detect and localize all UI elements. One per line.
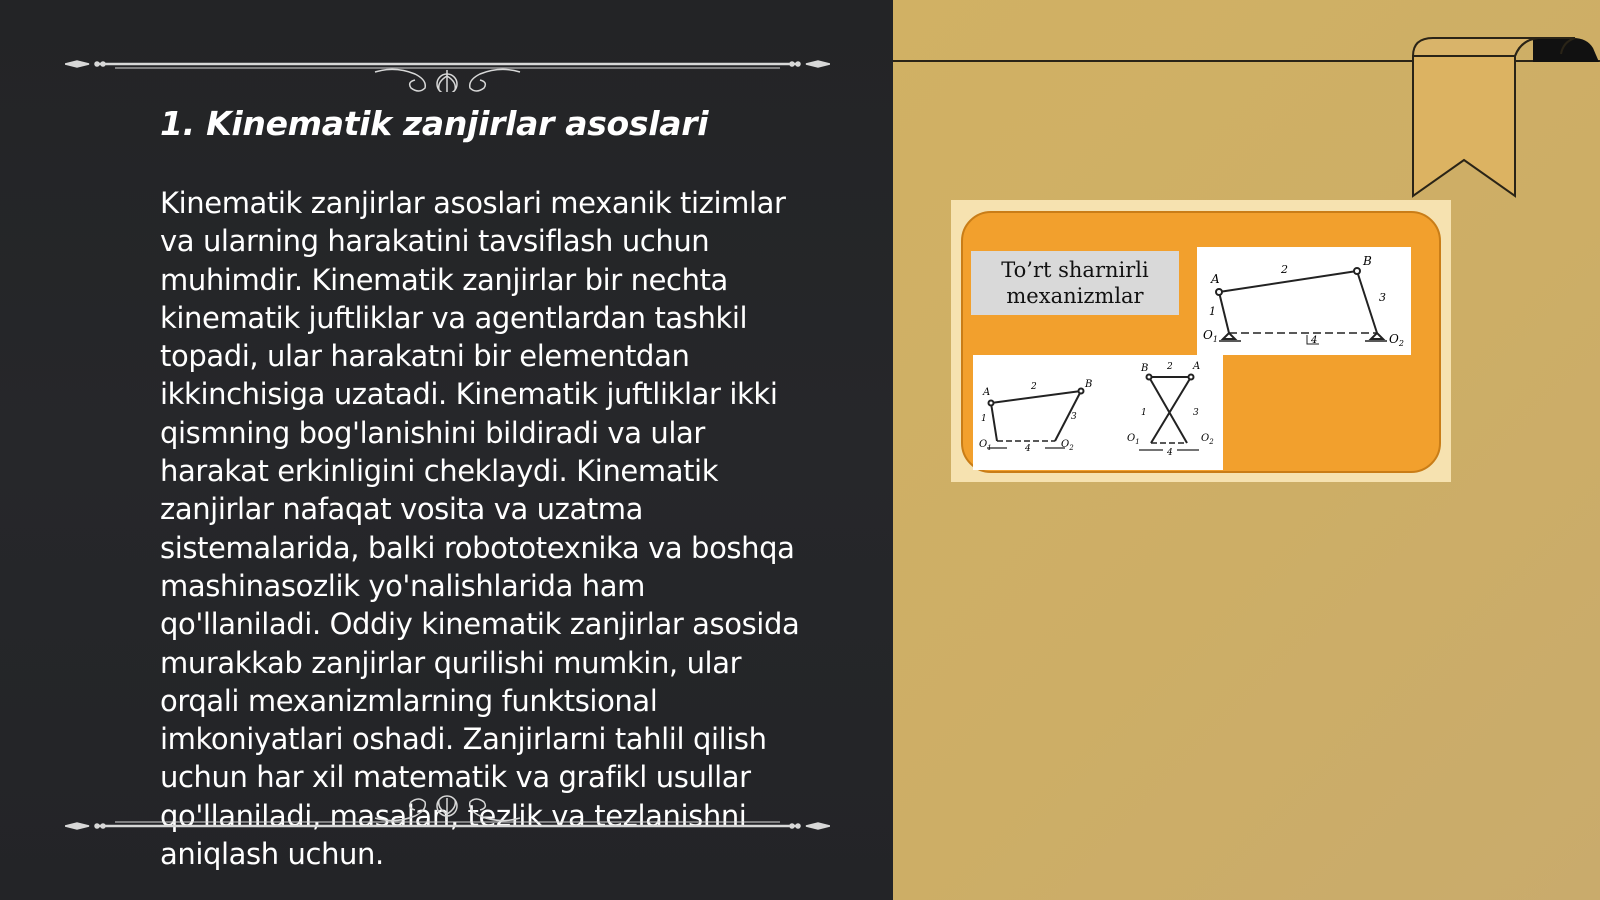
svg-text:O1 — [979, 439, 992, 452]
link-label-2: 2 — [1031, 382, 1037, 392]
body-line: imkoniyatlari oshadi. Zanjirlarni tahlil qilish — [160, 722, 767, 757]
body-line: topadi, ular harakatni bir elementdan — [160, 339, 690, 374]
body-line: va ularning harakatini tavsiflash uchun — [160, 224, 710, 259]
link-label-1: 1 — [981, 414, 987, 424]
body-line: mashinasozlik yo'nalishlarida ham — [160, 568, 645, 603]
svg-text:O1 — [1127, 433, 1140, 446]
pivot-label-o1: O — [1203, 328, 1213, 342]
body-line: muhimdir. Kinematik zanjirlar bir nechta — [160, 262, 728, 297]
svg-text:O2 — [1389, 332, 1404, 348]
joint-label-a: A — [1193, 361, 1201, 372]
pivot-label-o2: O — [1389, 332, 1399, 346]
body-line: murakkab zanjirlar qurilishi mumkin, ular — [160, 645, 742, 680]
pivot-subscript-2: 2 — [1069, 444, 1074, 452]
four-bar-diagram-1 — [1197, 247, 1411, 355]
pivot-label-o1: O — [979, 439, 988, 450]
figure-caption — [971, 251, 1179, 315]
slide-title: 1. Kinematik zanjirlar asoslari — [160, 104, 709, 143]
body-line: qo'llaniladi. Oddiy kinematik zanjirlar asosida — [160, 607, 800, 642]
bookmark-ribbon-icon — [1403, 36, 1600, 200]
body-line: kinematik juftliklar va agentlardan tashkil — [160, 300, 748, 335]
body-line: sistemalarida, balki robototexnika va boshqa — [160, 530, 795, 565]
pivot-subscript-2: 2 — [1398, 339, 1404, 348]
svg-text:O2 — [1061, 439, 1074, 452]
svg-text:O1 — [1203, 328, 1218, 344]
pivot-subscript-2: 2 — [1209, 438, 1214, 446]
ornamental-divider-icon — [65, 42, 830, 92]
caption-line: To’rt sharnirli — [1001, 258, 1149, 282]
link-label-3: 3 — [1193, 408, 1199, 418]
pivot-subscript-1: 1 — [987, 444, 992, 452]
body-line: orqali mexanizmlarning funktsional — [160, 683, 658, 718]
joint-label-b: B — [1141, 363, 1149, 374]
pivot-label-o2: O — [1201, 433, 1210, 444]
joint-label-b: B — [1363, 254, 1372, 268]
link-label-4: 4 — [1311, 335, 1318, 346]
body-line: qo'llaniladi, masalan, tezlik va tezlanishni — [160, 798, 747, 833]
body-line: qismning bog'lanishini bildiradi va ular — [160, 415, 705, 450]
link-label-4: 4 — [1167, 448, 1173, 458]
ornamental-divider-icon — [65, 782, 830, 832]
link-label-3: 3 — [1379, 291, 1386, 304]
link-label-1: 1 — [1141, 408, 1147, 418]
joint-label-a: A — [983, 387, 991, 398]
joint-label-b: B — [1085, 379, 1093, 390]
figure-panel — [893, 0, 1600, 900]
body-line: zanjirlar nafaqat vosita va uzatma — [160, 492, 644, 527]
four-bar-diagrams-2-3 — [973, 355, 1223, 470]
figure-background — [961, 211, 1441, 473]
mechanism-figure — [951, 200, 1451, 482]
svg-text:O2 — [1201, 433, 1214, 446]
link-label-2: 2 — [1281, 263, 1288, 276]
body-line: uchun har xil matematik va grafikl usullar — [160, 760, 751, 795]
link-label-2: 2 — [1167, 362, 1173, 372]
pivot-label-o2: O — [1061, 439, 1070, 450]
pivot-subscript-1: 1 — [1212, 335, 1218, 344]
body-line: ikkinchisiga uzatadi. Kinematik juftliklar ikki — [160, 377, 778, 412]
pivot-subscript-1: 1 — [1135, 438, 1140, 446]
body-line: Kinematik zanjirlar asoslari mexanik tizimlar — [160, 186, 786, 220]
link-label-3: 3 — [1071, 412, 1077, 422]
slide-body-text — [160, 184, 850, 873]
body-line: aniqlash uchun. — [160, 837, 384, 872]
body-line: harakat erkinligini cheklaydi. Kinematik — [160, 454, 719, 489]
pivot-label-o1: O — [1127, 433, 1136, 444]
caption-line: mexanizmlar — [1006, 284, 1144, 308]
joint-label-a: A — [1211, 272, 1220, 286]
link-label-4: 4 — [1025, 444, 1031, 454]
link-label-1: 1 — [1209, 305, 1216, 318]
